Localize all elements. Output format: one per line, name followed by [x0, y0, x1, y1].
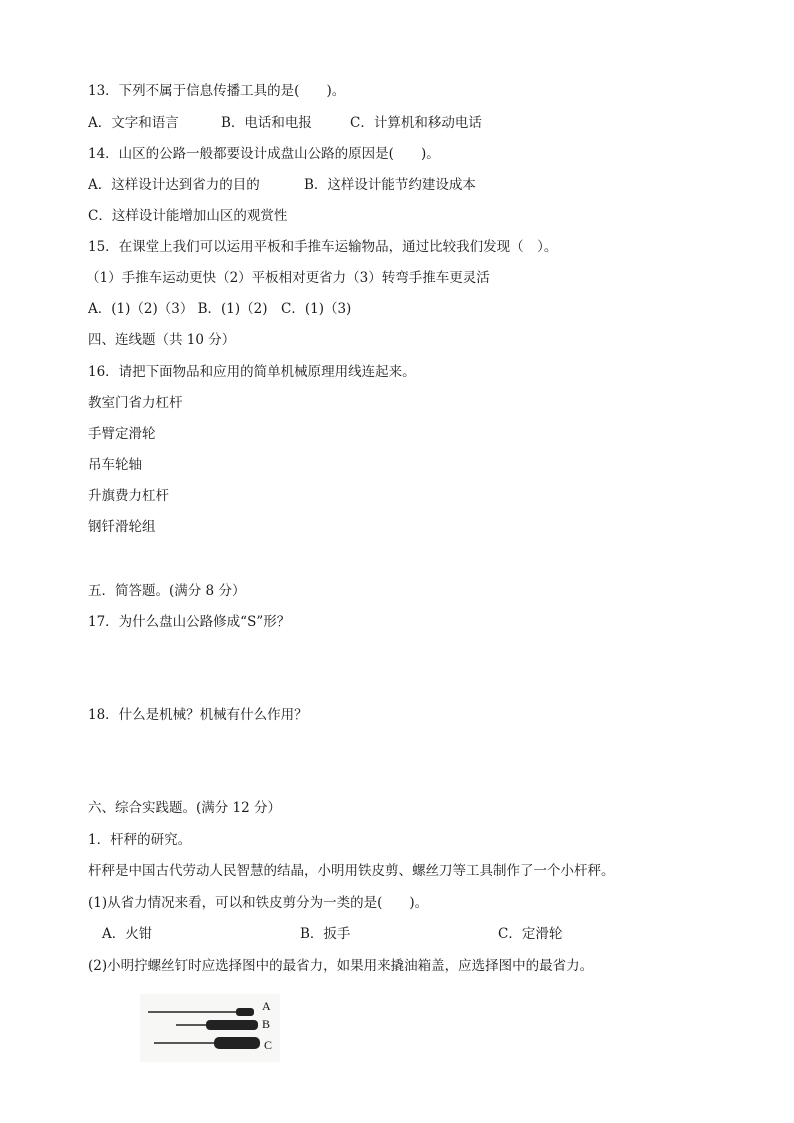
question-14-option-c: C．这样设计能增加山区的观赏性 [88, 208, 288, 224]
figure-label-a: A [262, 999, 271, 1013]
option-a: A．火钳 [102, 926, 153, 942]
match-item: 吊车轮轴 [88, 457, 142, 473]
screwdrivers-illustration [140, 994, 280, 1062]
question-17-stem: 17．为什么盘山公路修成“S”形？ [88, 614, 291, 630]
screwdriver-b-handle [206, 1020, 258, 1030]
option-a: A．文字和语言 [88, 115, 179, 131]
screwdrivers-figure [140, 994, 280, 1062]
question-15-statements: （1）手推车运动更快（2）平板相对更省力（3）转弯手推车更灵活 [86, 270, 490, 286]
sub-question-2-stem: (2)小明拧螺丝钉时应选择图中的最省力，如果用来撬油箱盖，应选择图中的最省力。 [88, 958, 594, 974]
match-item: 手臂定滑轮 [88, 426, 156, 442]
option-b: B．扳手 [300, 926, 351, 942]
practice-1-intro: 杆秤是中国古代劳动人民智慧的结晶，小明用铁皮剪、螺丝刀等工具制作了一个小杆秤。 [88, 863, 615, 879]
match-item: 教室门省力杠杆 [88, 395, 183, 411]
option-b: B．电话和电报 [221, 115, 312, 131]
section-4-title: 四、连线题（共 10 分） [88, 332, 236, 348]
question-15-stem: 15．在课堂上我们可以运用平板和手推车运输物品，通过比较我们发现（ ）。 [88, 239, 558, 255]
question-18-stem: 18．什么是机械？机械有什么作用？ [88, 707, 308, 723]
screwdriver-c-handle [214, 1037, 260, 1049]
question-14-stem: 14．山区的公路一般都要设计成盘山公路的原因是( )。 [88, 146, 440, 162]
sub-question-1-stem: (1)从省力情况来看，可以和铁皮剪分为一类的是( )。 [88, 895, 429, 911]
option-b: B．这样设计能节约建设成本 [304, 177, 476, 193]
option-a: A．这样设计达到省力的目的 [88, 177, 260, 193]
section-5-title: 五．简答题。(满分 8 分） [88, 583, 246, 599]
figure-label-c: C [264, 1038, 273, 1052]
section-6-title: 六、综合实践题。(满分 12 分） [88, 800, 282, 816]
screwdriver-a-handle [236, 1008, 254, 1016]
question-13-stem: 13．下列不属于信息传播工具的是( )。 [88, 83, 346, 99]
match-item: 钢钎滑轮组 [88, 519, 156, 535]
question-16-stem: 16．请把下面物品和应用的简单机械原理用线连起来。 [88, 364, 416, 380]
practice-1-title: 1．杆秤的研究。 [88, 832, 192, 848]
option-c: C．计算机和移动电话 [350, 115, 482, 131]
option-c: C．定滑轮 [498, 926, 563, 942]
question-15-options: A．(1)（2)（3） B．(1)（2) C．(1)（3) [88, 301, 352, 317]
figure-label-b: B [262, 1017, 271, 1031]
match-item: 升旗费力杠杆 [88, 488, 169, 504]
